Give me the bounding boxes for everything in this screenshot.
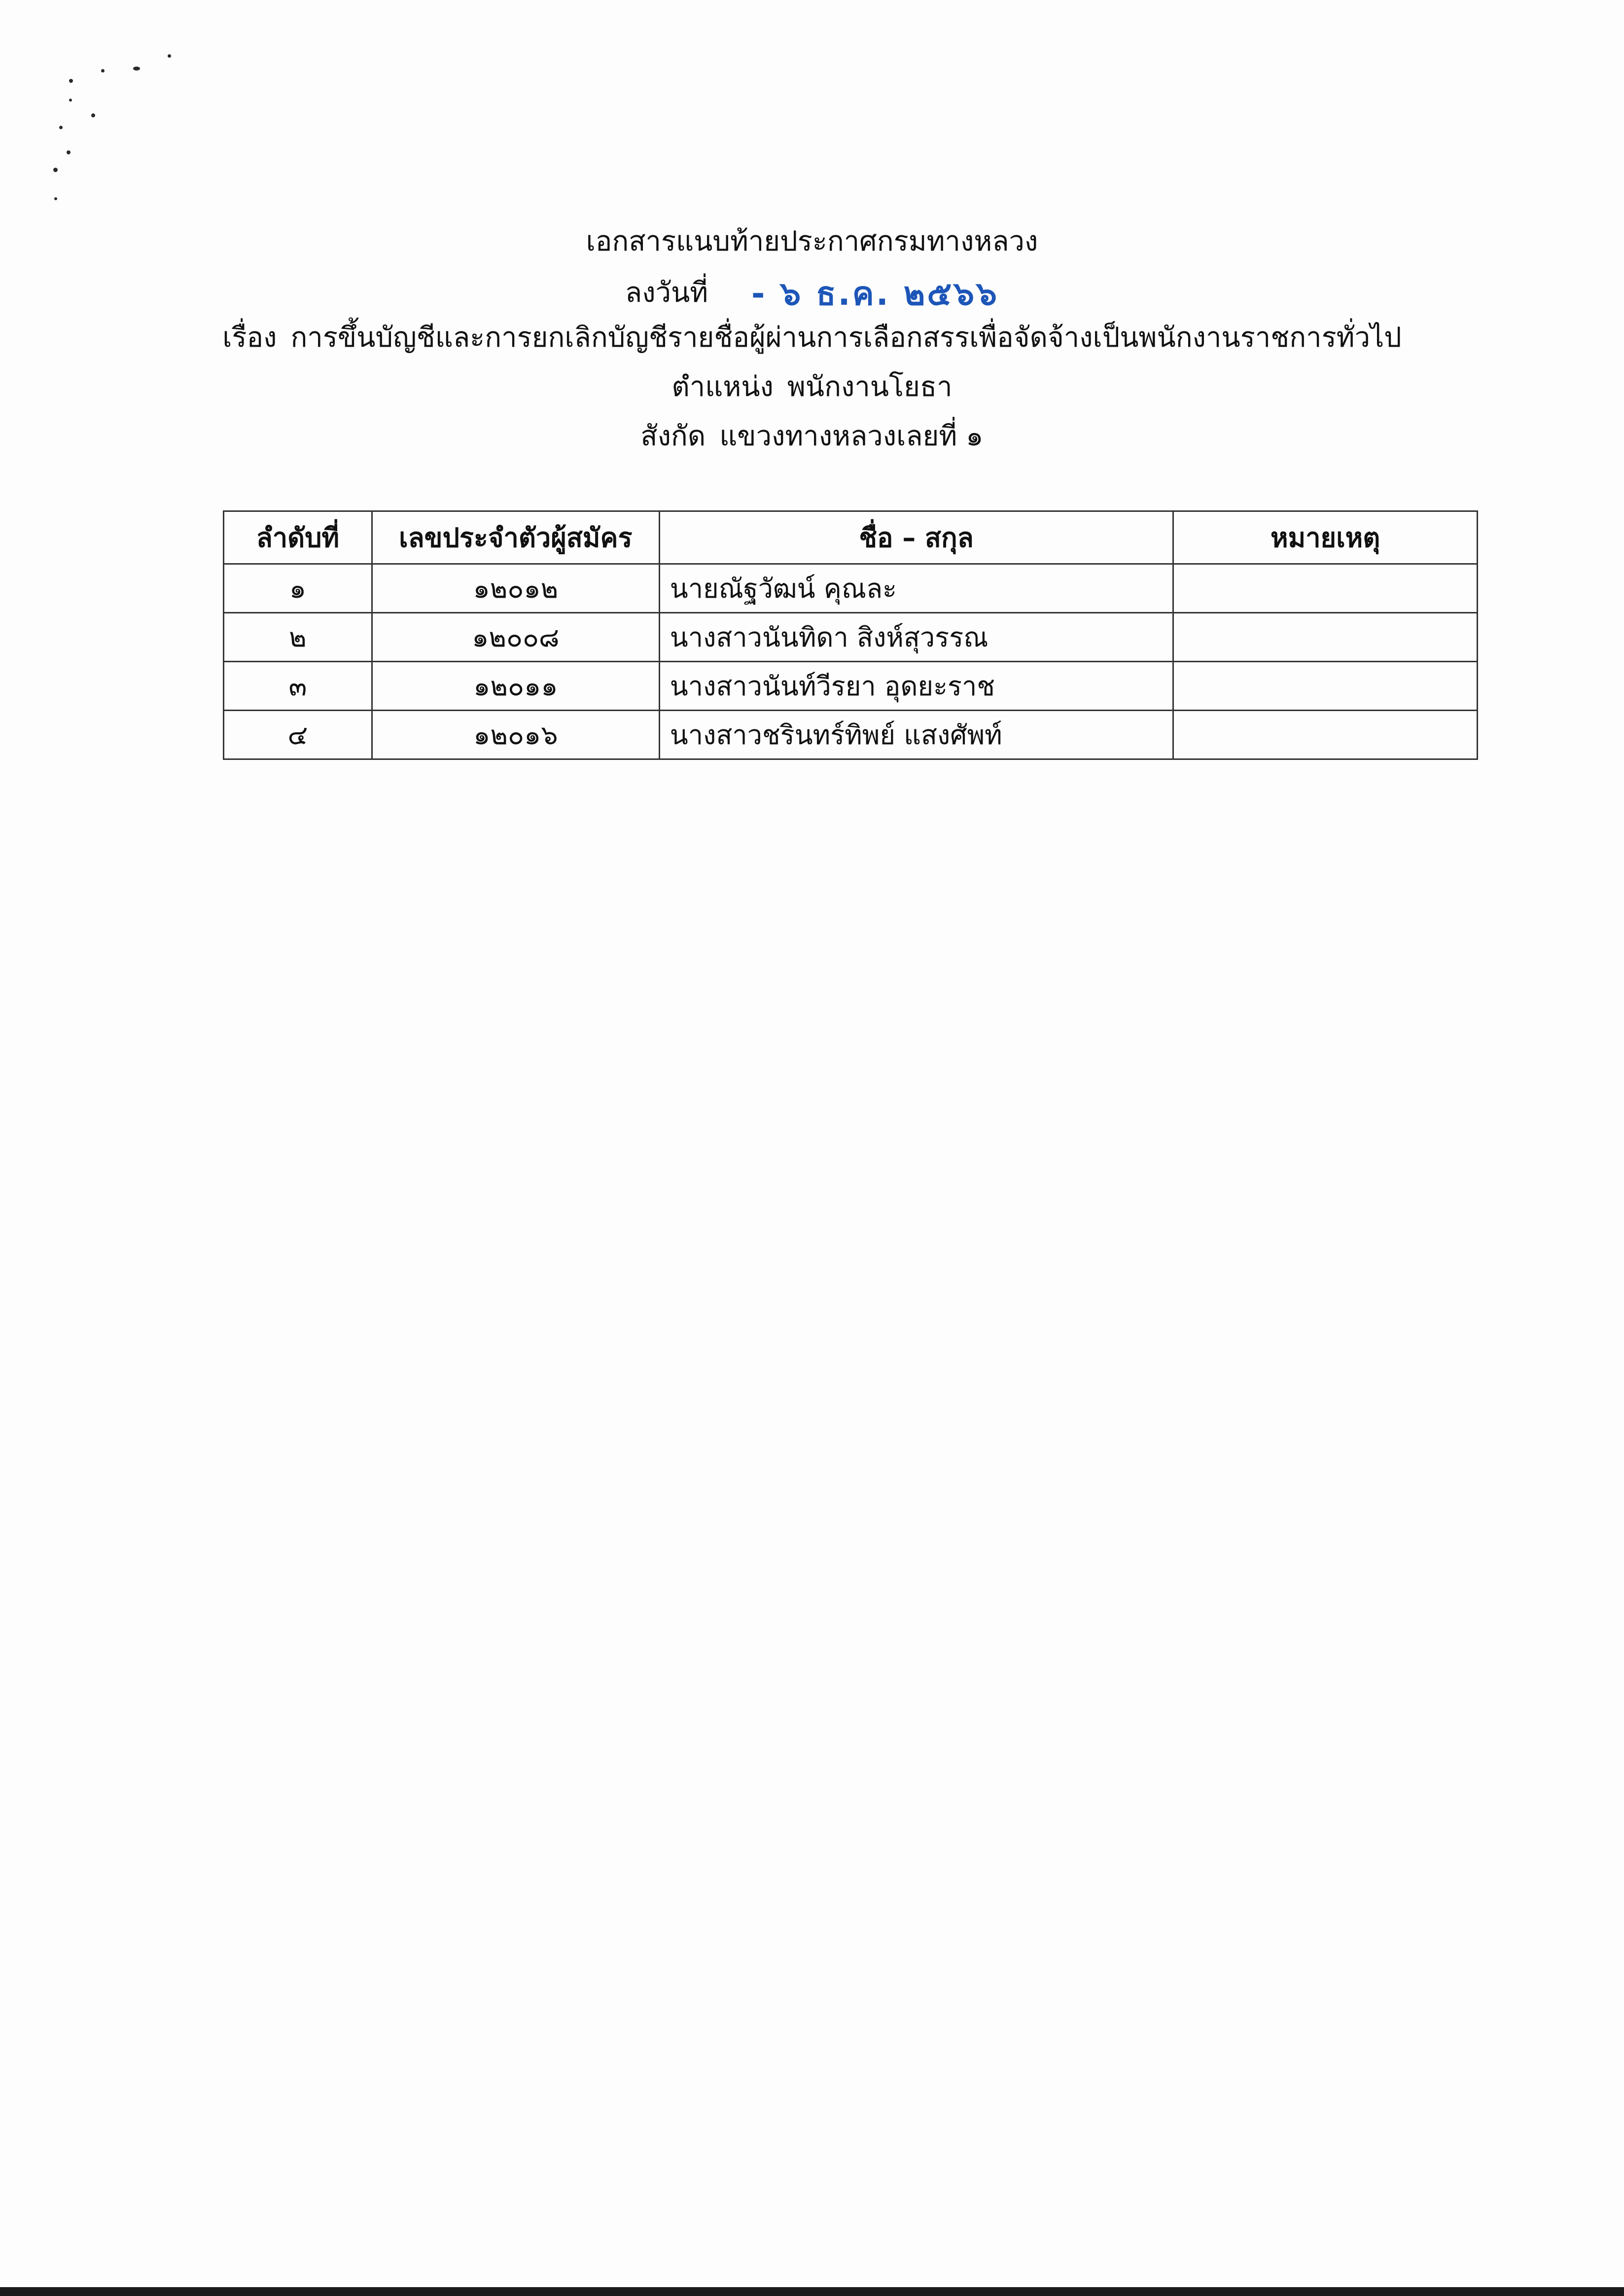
scan-speck xyxy=(69,79,73,83)
cell-applicant-id: ๑๒๐๑๑ xyxy=(372,662,659,711)
position-label: ตำแหน่ง xyxy=(671,371,774,403)
table-row xyxy=(224,711,1478,759)
scan-speck xyxy=(168,54,171,58)
cell-seq: ๒ xyxy=(224,613,372,662)
scan-speck xyxy=(54,197,57,200)
document-office-line xyxy=(0,419,1624,454)
position-text: พนักงานโยธา xyxy=(787,371,953,403)
table-row xyxy=(224,613,1478,662)
table-row xyxy=(224,564,1478,613)
document-position-line xyxy=(0,370,1624,404)
office-text: แขวงทางหลวงเลยที่ ๑ xyxy=(719,420,984,452)
cell-seq: ๔ xyxy=(224,711,372,759)
column-header-remark: หมายเหตุ xyxy=(1173,511,1478,564)
date-label: ลงวันที่ xyxy=(625,277,708,309)
cell-applicant-id: ๑๒๐๑๖ xyxy=(372,711,659,759)
cell-seq: ๓ xyxy=(224,662,372,711)
scan-speck xyxy=(69,99,72,102)
cell-seq: ๑ xyxy=(224,564,372,613)
scan-speck xyxy=(67,150,71,154)
cell-name: นางสาวนันทิดา สิงห์สุวรรณ xyxy=(659,613,1173,662)
scan-speck xyxy=(133,67,140,71)
applicant-table xyxy=(223,510,1478,760)
scan-bottom-edge xyxy=(0,2287,1624,2296)
subject-label: เรื่อง xyxy=(222,322,277,354)
cell-name: นายณัฐวัฒน์ คุณละ xyxy=(659,564,1173,613)
table-header-row xyxy=(224,511,1478,564)
table-row xyxy=(224,662,1478,711)
document-date-line xyxy=(0,274,1624,313)
cell-applicant-id: ๑๒๐๐๘ xyxy=(372,613,659,662)
cell-name: นางสาวชรินทร์ทิพย์ แสงศัพท์ xyxy=(659,711,1173,759)
cell-applicant-id: ๑๒๐๑๒ xyxy=(372,564,659,613)
cell-name: นางสาวนันท์วีรยา อุดยะราช xyxy=(659,662,1173,711)
column-header-seq: ลำดับที่ xyxy=(224,511,372,564)
document-title-text: เอกสารแนบท้ายประกาศกรมทางหลวง xyxy=(586,225,1038,257)
document-subject-line xyxy=(0,321,1624,355)
column-header-name: ชื่อ – สกุล xyxy=(659,511,1173,564)
office-label: สังกัด xyxy=(640,420,706,452)
scan-speck xyxy=(53,168,58,172)
cell-remark xyxy=(1173,711,1478,759)
cell-remark xyxy=(1173,564,1478,613)
scan-speck xyxy=(59,126,63,129)
cell-remark xyxy=(1173,662,1478,711)
document-title xyxy=(0,224,1624,259)
scan-speck xyxy=(91,113,95,117)
column-header-applicant-id: เลขประจำตัวผู้สมัคร xyxy=(372,511,659,564)
scan-speck xyxy=(101,69,105,72)
date-stamp: - ๖ ธ.ค. ๒๕๖๖ xyxy=(751,275,999,313)
subject-text: การขึ้นบัญชีและการยกเลิกบัญชีรายชื่อผู้ผ่านการเลือกสรรเพื่อจัดจ้างเป็นพนักงานราชการทั่วไป xyxy=(290,322,1402,354)
cell-remark xyxy=(1173,613,1478,662)
